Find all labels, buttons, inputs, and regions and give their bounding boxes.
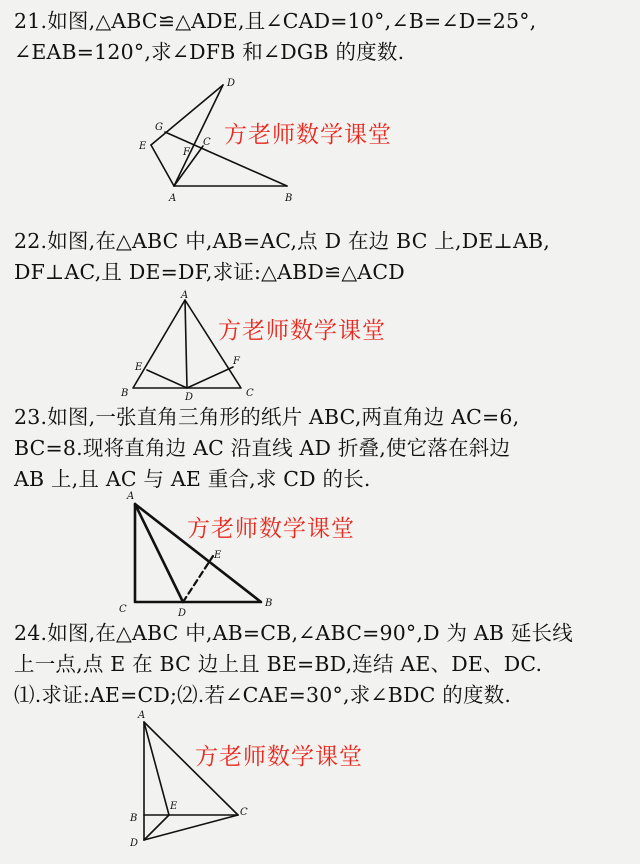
problem-24-text [14, 618, 634, 711]
label-e: E [170, 801, 178, 812]
segment-de [183, 556, 213, 602]
label-a: A [127, 491, 135, 502]
label-d: D [185, 392, 194, 403]
segment-ae [151, 145, 174, 186]
label-a: A [181, 290, 189, 301]
label-f: F [233, 356, 240, 367]
label-c: C [203, 137, 211, 148]
problem-24-line-1: 24.如图,在△ABC 中,AB=CB,∠ABC=90°,D 为 AB 延长线 [14, 621, 573, 645]
label-d: D [178, 608, 187, 619]
problem-22-line-1: 22.如图,在△ABC 中,AB=AC,点 D 在边 BC 上,DE⊥AB, [14, 229, 550, 253]
label-d: D [130, 838, 139, 849]
label-e: E [214, 550, 222, 561]
problem-21-line-1: 21.如图,△ABC≌△ADE,且∠CAD=10°,∠B=∠D=25°, [14, 9, 537, 33]
label-e: E [135, 362, 143, 373]
problem-24-line-3: ⑴.求证:AE=CD;⑵.若∠CAE=30°,求∠BDC 的度数. [14, 683, 512, 707]
problem-23-line-3: AB 上,且 AC 与 AE 重合,求 CD 的长. [14, 467, 371, 491]
problem-23-line-2: BC=8.现将直角边 AC 沿直线 AD 折叠,使它落在斜边 [14, 436, 511, 460]
segment-de [147, 370, 187, 388]
segment-df [187, 367, 233, 388]
label-a: A [138, 710, 146, 721]
watermark: 方老师数学课堂 [195, 744, 363, 770]
label-e: E [139, 141, 147, 152]
label-b: B [130, 813, 138, 824]
segment-dc [144, 815, 238, 840]
watermark: 方老师数学课堂 [224, 122, 392, 148]
problem-22-line-2: DF⊥AC,且 DE=DF,求证:△ABD≌△ACD [14, 260, 405, 284]
label-d: D [227, 78, 236, 89]
label-c: C [240, 807, 248, 818]
problem-23-line-1: 23.如图,一张直角三角形的纸片 ABC,两直角边 AC=6, [14, 405, 520, 429]
problem-23-figure [115, 488, 285, 618]
segment-ad [135, 504, 183, 602]
triangle-ade [174, 85, 223, 186]
problem-24-figure [122, 708, 262, 853]
problem-22-figure [115, 290, 265, 402]
problem-21-text [14, 6, 634, 68]
label-f: F [183, 147, 190, 158]
segment-de [151, 85, 223, 145]
segment-ae [144, 722, 169, 815]
segment-ad [185, 300, 187, 388]
label-c: C [246, 388, 254, 399]
label-b: B [121, 388, 129, 399]
label-a: A [169, 193, 177, 204]
label-c: C [119, 604, 127, 615]
problem-24-line-2: 上一点,点 E 在 BC 边上且 BE=BD,连结 AE、DE、DC. [14, 652, 543, 676]
watermark: 方老师数学课堂 [187, 516, 355, 542]
problem-23-text [14, 402, 634, 495]
label-g: G [155, 122, 163, 133]
label-b: B [265, 598, 273, 609]
watermark: 方老师数学课堂 [218, 318, 386, 344]
problem-22-text [14, 226, 634, 288]
problem-21-line-2: ∠EAB=120°,求∠DFB 和∠DGB 的度数. [14, 40, 405, 64]
label-b: B [285, 193, 293, 204]
